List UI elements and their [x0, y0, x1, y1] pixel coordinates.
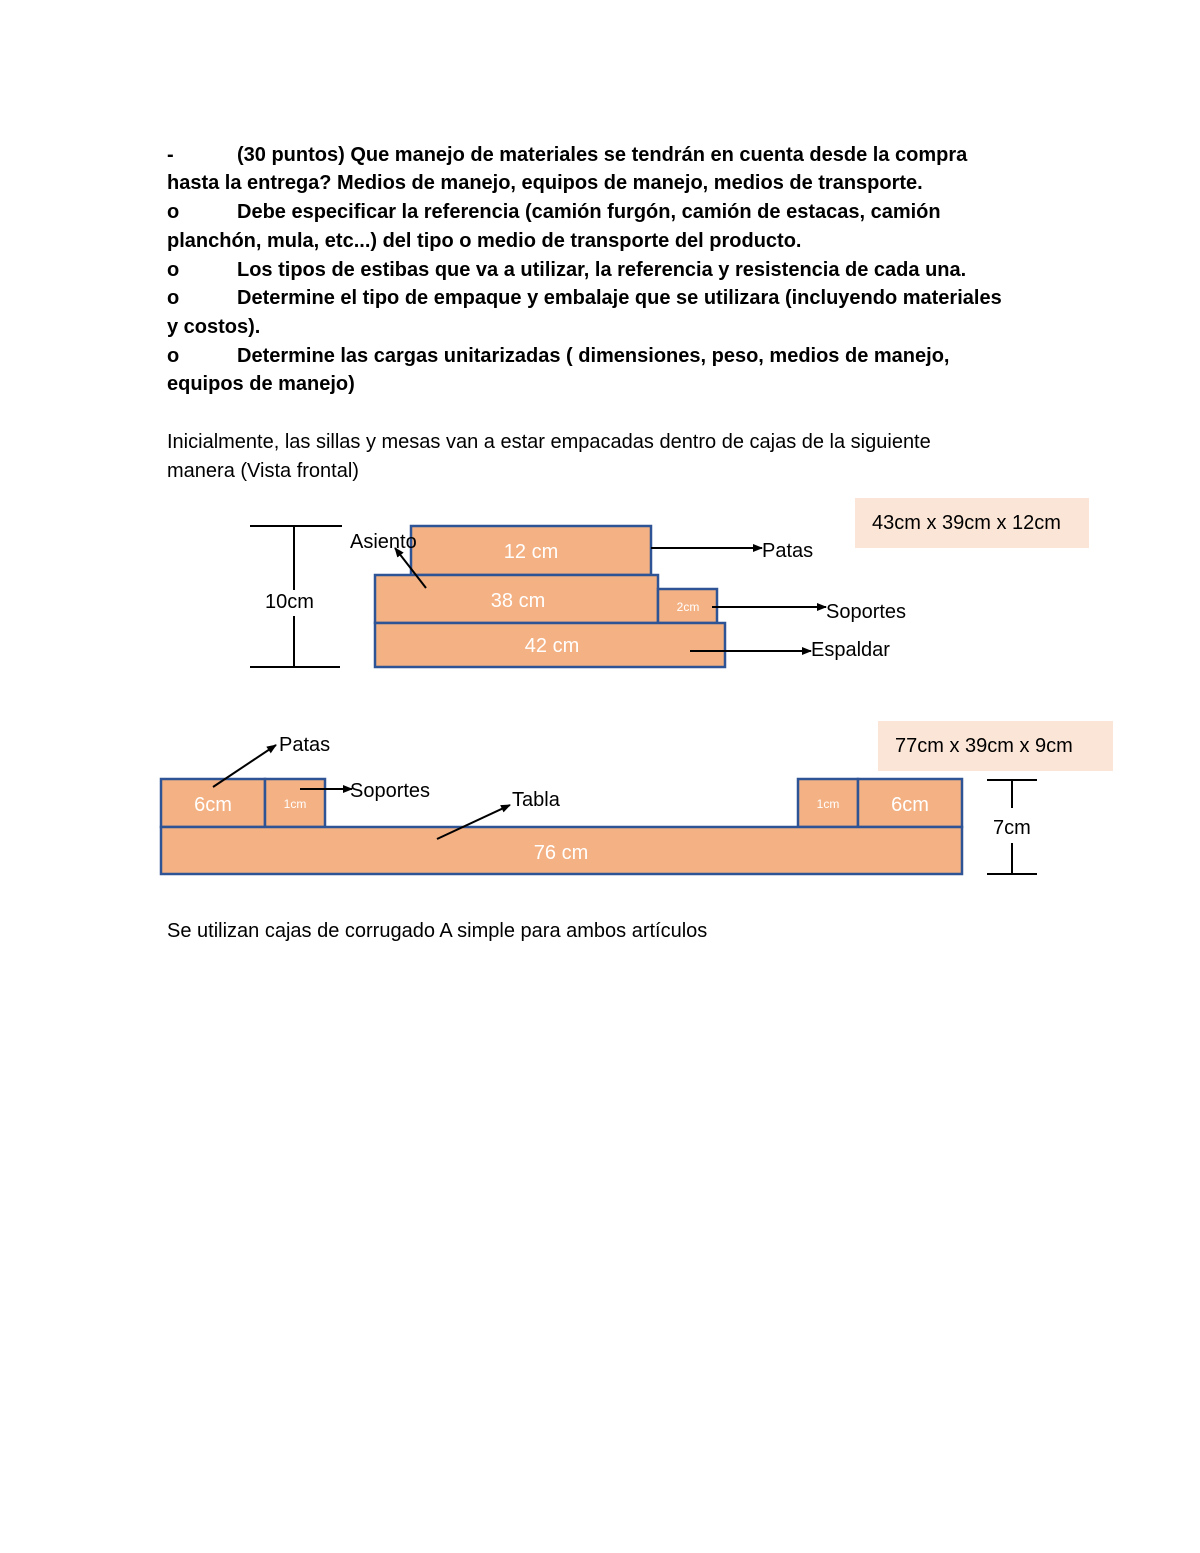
table-top-label: 76 cm: [533, 842, 589, 864]
chair-diagram: [250, 498, 1089, 667]
chair-part-12-label: 12 cm: [503, 541, 559, 563]
intro-line-2: manera (Vista frontal): [167, 460, 359, 482]
chair-label-espaldar: Espaldar: [811, 639, 890, 661]
table-label-patas: Patas: [279, 734, 331, 756]
bullet-3-marker: o: [167, 287, 180, 309]
chair-label-patas: Patas: [762, 540, 814, 562]
chair-label-asiento: Asiento: [350, 531, 417, 553]
table-leg-left-label: 6cm: [194, 794, 232, 816]
table-dimensions-text: 77cm x 39cm x 9cm: [895, 735, 1073, 757]
chair-dimensions-text: 43cm x 39cm x 12cm: [872, 512, 1061, 534]
table-leg-right-label: 6cm: [891, 794, 929, 816]
intro-line-1: Inicialmente, las sillas y mesas van a estar empacadas dentro de cajas de la siguiente: [167, 431, 931, 453]
bullet-1-marker: o: [167, 201, 180, 223]
bullet-1-line-2: planchón, mula, etc...) del tipo o medio de transporte del producto.: [167, 230, 802, 252]
bullet-3-line-1: Determine el tipo de empaque y embalaje que se utilizara (incluyendo materiales: [237, 287, 1002, 309]
bullet-4-line-1: Determine las cargas unitarizadas ( dimensiones, peso, medios de manejo,: [237, 345, 950, 367]
table-support-left-label: 1cm: [283, 797, 307, 811]
chair-height-label: 10cm: [265, 591, 314, 613]
bullet-3-line-2: y costos).: [167, 316, 261, 338]
question-line-2: hasta la entrega? Medios de manejo, equipos de manejo, medios de transporte.: [167, 172, 923, 194]
conclusion-text: Se utilizan cajas de corrugado A simple para ambos artículos: [167, 920, 708, 942]
table-support-right-label: 1cm: [816, 797, 840, 811]
bullet-4-marker: o: [167, 345, 180, 367]
table-label-tabla: Tabla: [512, 789, 560, 811]
bullet-1-line-1: Debe especificar la referencia (camión furgón, camión de estacas, camión: [237, 201, 941, 223]
chair-label-soportes: Soportes: [826, 601, 907, 623]
chair-part-38-label: 38 cm: [490, 590, 546, 612]
dash-marker: -: [167, 144, 174, 166]
bullet-2-marker: o: [167, 259, 180, 281]
table-label-soportes: Soportes: [350, 780, 431, 802]
chair-part-2-label: 2cm: [676, 600, 700, 614]
table-diagram: [161, 721, 1113, 874]
chair-part-42-label: 42 cm: [524, 635, 580, 657]
bullet-4-line-2: equipos de manejo): [167, 373, 355, 395]
question-line-1: (30 puntos) Que manejo de materiales se tendrán en cuenta desde la compra: [237, 144, 968, 166]
table-height-label: 7cm: [993, 817, 1031, 839]
bullet-2-line-1: Los tipos de estibas que va a utilizar, la referencia y resistencia de cada una.: [237, 259, 967, 281]
